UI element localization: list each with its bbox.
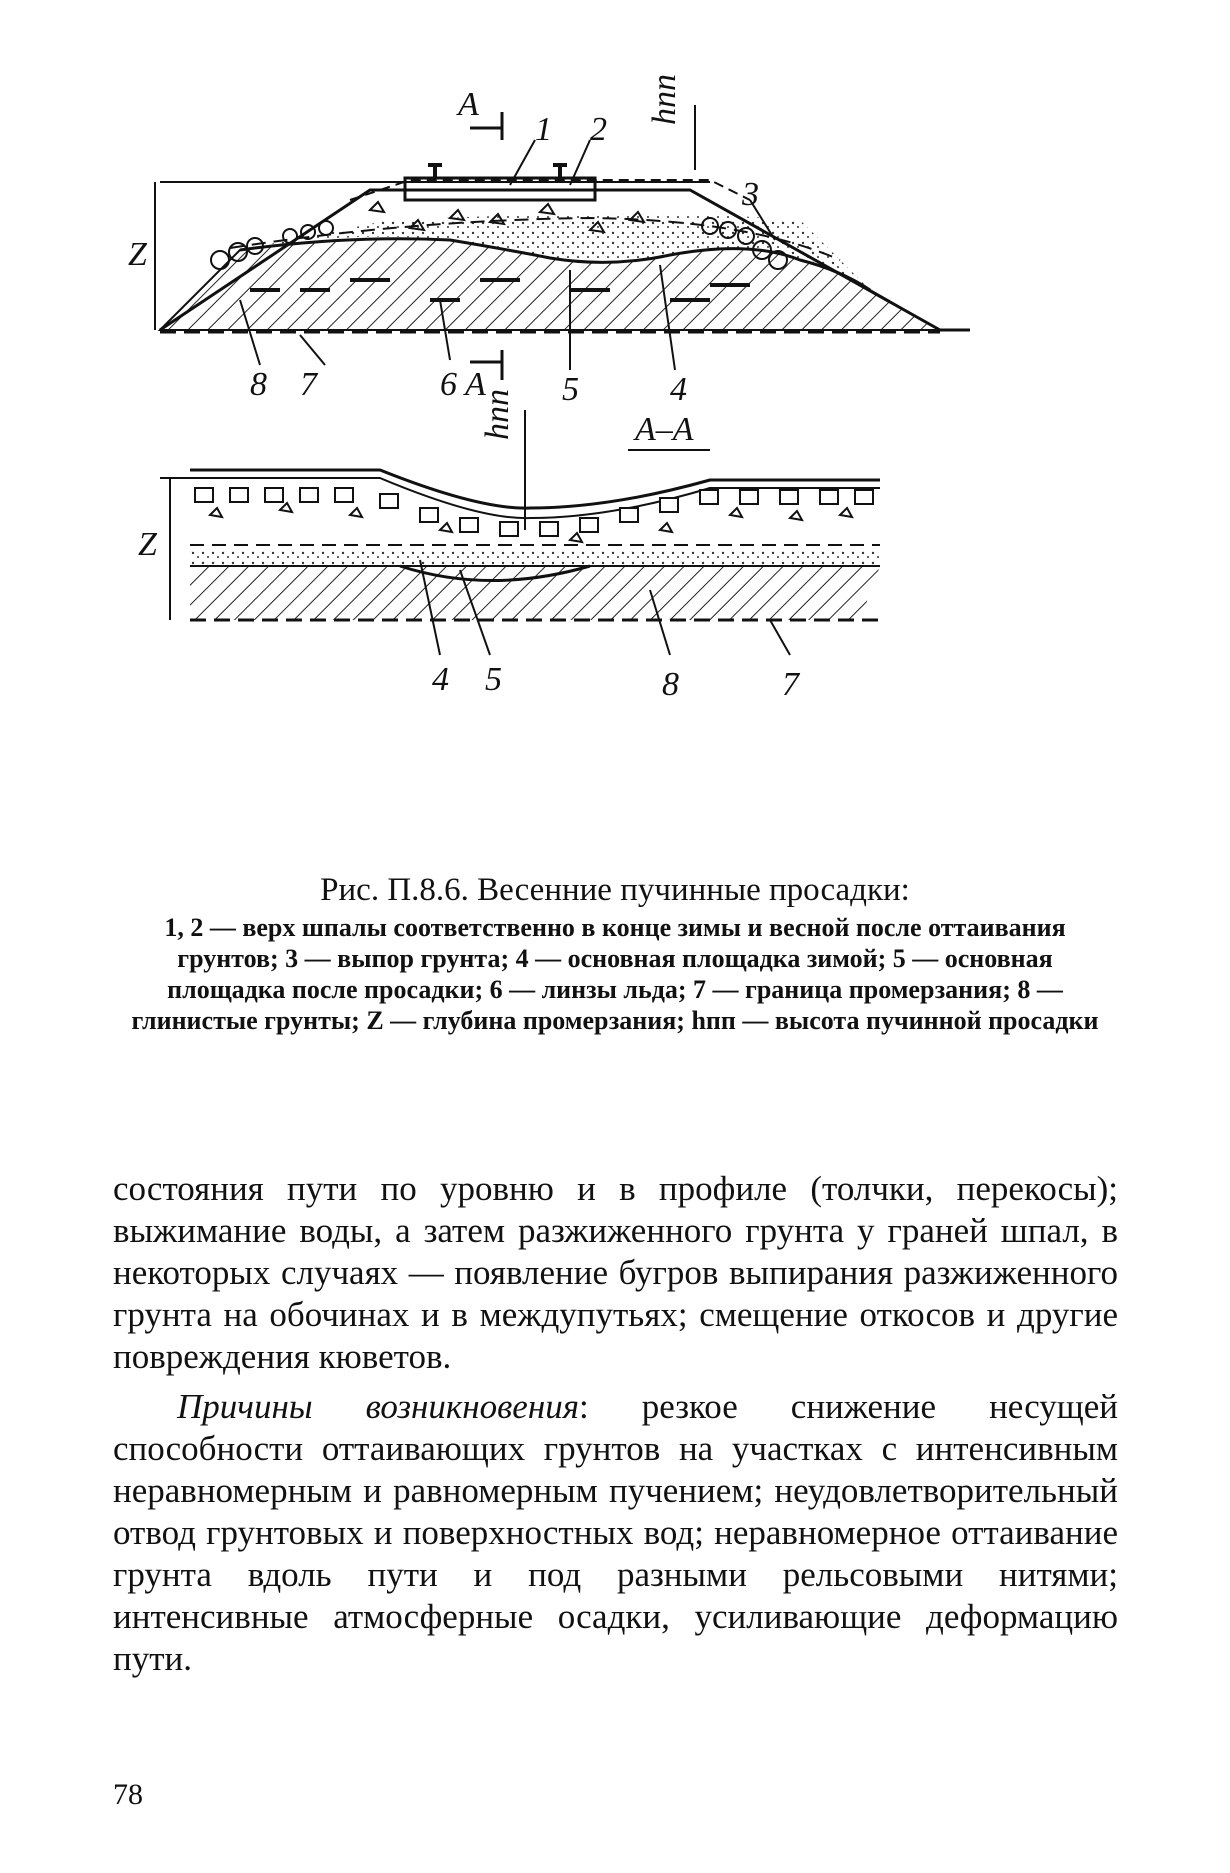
callout-1: 1 — [535, 111, 552, 148]
section-marker-bottom: A — [465, 366, 486, 403]
callout-3: 3 — [742, 176, 759, 213]
section-title: A–A — [635, 411, 694, 448]
caption-title: Рис. П.8.6. Весенние пучинные просадки: — [320, 872, 910, 908]
figure-caption — [115, 870, 1115, 1036]
callout-8-bottom: 8 — [662, 666, 679, 703]
figure-heave-subsidence — [128, 74, 1100, 850]
paragraph-2-lead: Причины возникновения — [177, 1387, 579, 1426]
hpp-label-top: hпп — [646, 74, 683, 125]
callout-7-top: 7 — [300, 366, 317, 403]
hpp-label-bottom: hпп — [479, 389, 516, 440]
callout-6: 6 — [440, 366, 457, 403]
callout-4-bottom: 4 — [432, 661, 449, 698]
cross-section-diagram — [128, 74, 970, 408]
callout-5-bottom: 5 — [485, 661, 502, 698]
callout-8-top: 8 — [250, 366, 267, 403]
page-number: 78 — [113, 1778, 143, 1811]
paragraph-2 — [113, 1386, 1118, 1680]
paragraph-2-rest: : резкое снижение несущей способности оттаивающих грунтов на участках с интенсивным неравномерным и равномерным пучением; неудовлетворительный отвод грунтовых и поверхностных вод; неравномерное оттаивание грунта вдоль пути и под разными рельсовыми нитями; интенсивные атмосферные осадки, усиливающие деформацию пути. — [113, 1387, 1118, 1678]
section-marker-top: A — [458, 86, 479, 123]
paragraph-1: состояния пути по уровню и в профиле (толчки, перекосы); выжимание воды, а затем разжиженного грунта у граней шпал, в некоторых случаях — появление бугров выпирания разжиженного грунта на обочинах и в междупутьях; смещение откосов и другие повреждения кюветов. — [113, 1169, 1118, 1376]
depth-label-bottom: Z — [138, 526, 157, 563]
callout-2: 2 — [590, 111, 607, 148]
body-text — [113, 1168, 1118, 1680]
callout-4-top: 4 — [670, 371, 687, 408]
callout-5-top: 5 — [562, 371, 579, 408]
caption-legend: 1, 2 — верх шпалы соответственно в конце зимы и весной после оттаивания грунтов; 3 — выпор грунта; 4 — основная площадка зимой; 5 — основная площадка после просадки; 6 — линзы льда; 7 — граница промерзания; 8 — глинистые грунты; Z — глубина промерзания; hпп — высота пучинной просадки — [131, 913, 1099, 1035]
longitudinal-section-diagram — [138, 389, 880, 703]
callout-7-bottom: 7 — [782, 666, 799, 703]
depth-label-top: Z — [128, 236, 147, 273]
